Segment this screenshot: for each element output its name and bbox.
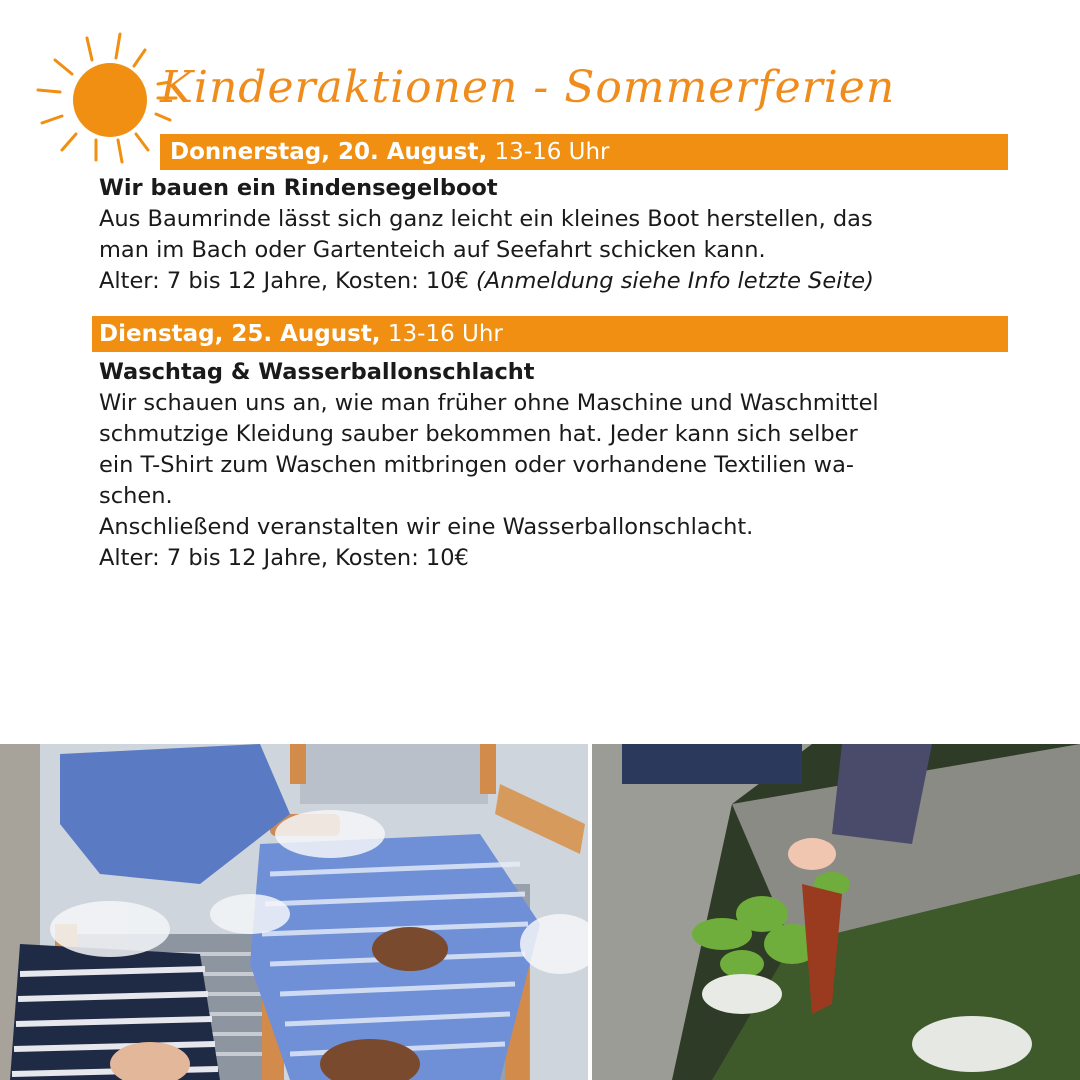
- event-text-line: schen.: [99, 483, 173, 509]
- event-text-line: schmutzige Kleidung sauber bekommen hat. Jeder kann sich selber: [99, 421, 858, 447]
- event-date: Donnerstag, 20. August,: [170, 139, 488, 165]
- event-time: 13-16 Uhr: [387, 321, 503, 347]
- event-date: Dienstag, 25. August,: [99, 321, 381, 347]
- event-text-line: ein T-Shirt zum Waschen mitbringen oder vorhandene Textilien wa-: [99, 452, 854, 478]
- event-text-line: Wir schauen uns an, wie man früher ohne Maschine und Waschmittel: [99, 390, 879, 416]
- event-text-line: Aus Baumrinde lässt sich ganz leicht ein kleines Boot herstellen, das: [99, 206, 873, 232]
- event-description: [99, 357, 1029, 574]
- event-date-bar: [92, 316, 1008, 352]
- washing-photo: [0, 744, 588, 1080]
- event-info: Alter: 7 bis 12 Jahre, Kosten: 10€: [99, 545, 469, 571]
- event-time: 13-16 Uhr: [494, 139, 610, 165]
- event-note: (Anmeldung siehe Info letzte Seite): [476, 268, 874, 294]
- event-description: [99, 173, 1029, 297]
- event-info-line: [99, 266, 1029, 297]
- page-title: Kinderaktionen - Sommerferien: [160, 62, 896, 113]
- event-heading: Wir bauen ein Rindensegelboot: [99, 175, 498, 201]
- event-text-line: man im Bach oder Gartenteich auf Seefahrt schicken kann.: [99, 237, 766, 263]
- event-date-bar: [160, 134, 1008, 170]
- sun-icon: [30, 28, 180, 168]
- boat-photo: [592, 744, 1080, 1080]
- event-heading: Waschtag & Wasserballonschlacht: [99, 359, 535, 385]
- event-info: Alter: 7 bis 12 Jahre, Kosten: 10€: [99, 268, 469, 294]
- event-text-line: Anschließend veranstalten wir eine Wasserballonschlacht.: [99, 514, 754, 540]
- photo-strip: [0, 744, 1080, 1080]
